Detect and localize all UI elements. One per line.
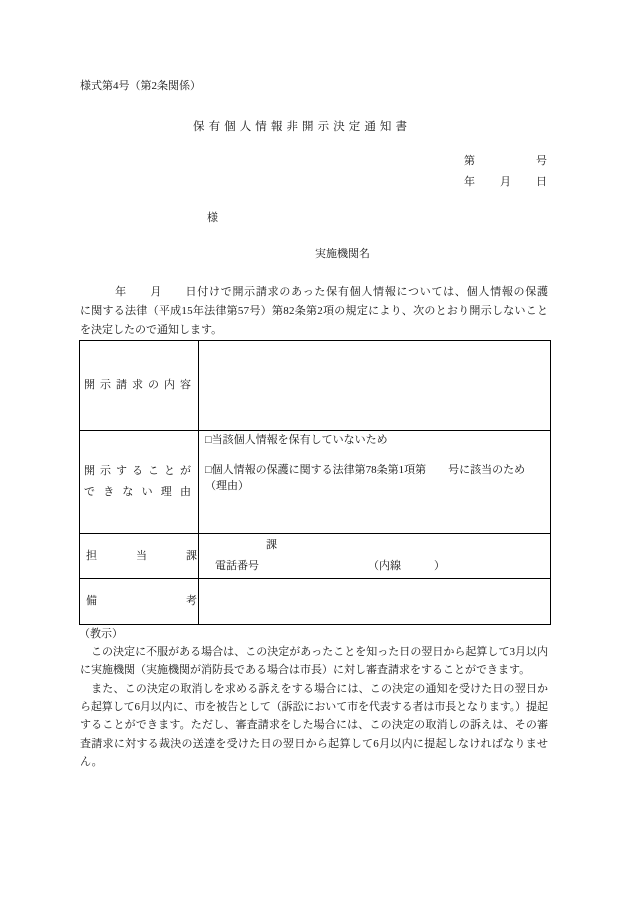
notice-paragraph bbox=[80, 643, 548, 771]
addressee-honorific: 様 bbox=[207, 212, 218, 224]
notice-line: ん。 bbox=[80, 755, 103, 768]
table-label-cell bbox=[80, 534, 236, 578]
intro-line: を決定したので通知します。 bbox=[80, 324, 223, 336]
reason-label-line: できない理由 bbox=[84, 486, 200, 498]
issuer-name: 実施機関名 bbox=[315, 248, 370, 260]
date-month-label: 月 bbox=[500, 176, 511, 188]
intro-line: 年 月 日付けで開示請求のあった保有個人情報については、個人情報の保護 bbox=[80, 286, 549, 298]
remarks-label: 備考 bbox=[86, 595, 286, 607]
form-number: 様式第4号（第2条関係） bbox=[80, 80, 201, 92]
reason-detail-label: （理由） bbox=[205, 480, 249, 492]
document-title: 保有個人情報非開示決定通知書 bbox=[193, 121, 412, 133]
notice-heading: （教示） bbox=[79, 628, 123, 640]
extension-label: （内線 ） bbox=[368, 560, 445, 572]
phone-number-label: 電話番号 bbox=[215, 560, 259, 572]
request-content-field bbox=[199, 341, 550, 430]
table-row-request-content bbox=[80, 341, 550, 431]
table-label-cell bbox=[80, 341, 199, 430]
notice-line: に実施機関（実施機関が消防長である場合は市長）に対し審査請求をすることができます。 bbox=[80, 664, 531, 677]
table-label-cell bbox=[80, 579, 286, 624]
section-suffix: 課 bbox=[266, 539, 277, 551]
notice-line: することができます。ただし、審査請求をした場合には、この決定の取消しの訴えは、その審 bbox=[80, 719, 549, 732]
reason-option-not-held: □当該個人情報を保有していないため bbox=[205, 434, 388, 446]
notice-line: 査請求に対する裁決の送達を受けた日の翌日から起算して6月以内に提起しなければなりませ bbox=[80, 737, 549, 750]
document-number-prefix: 第 bbox=[464, 155, 475, 167]
table-label-cell bbox=[80, 431, 199, 533]
notice-line: この決定に不服がある場合は、この決定があったことを知った日の翌日から起算して3月以内 bbox=[80, 646, 549, 658]
date-day-label: 日 bbox=[536, 176, 547, 188]
table-row-remarks bbox=[80, 579, 550, 624]
contact-field bbox=[199, 534, 550, 578]
notice-line: また、この決定の取消しを求める訴えをする場合には、この決定の通知を受けた日の翌日か bbox=[80, 682, 549, 695]
document-number-suffix: 号 bbox=[536, 155, 547, 167]
intro-paragraph bbox=[80, 283, 548, 340]
table-row-contact bbox=[80, 534, 550, 579]
request-content-label: 開示請求の内容 bbox=[84, 379, 196, 391]
reason-option-article-78: □個人情報の保護に関する法律第78条第1項第 号に該当のため bbox=[205, 464, 526, 476]
non-disclosure-table bbox=[79, 340, 551, 625]
reason-label-line: 開示することが bbox=[84, 465, 196, 477]
table-row-non-disclosure-reason bbox=[80, 431, 550, 534]
intro-line: に関する法律（平成15年法律第57号）第82条第2項の規定により、次のとおり開示しないこと bbox=[80, 305, 549, 317]
date-year-label: 年 bbox=[464, 176, 475, 188]
contact-section-label: 担当課 bbox=[86, 549, 236, 562]
remarks-field bbox=[199, 579, 550, 624]
notice-line: ら起算して6月以内に、市を被告として（訴訟において市を代表する者は市長となります。）提起 bbox=[80, 700, 548, 713]
non-disclosure-reason-field bbox=[199, 431, 550, 533]
